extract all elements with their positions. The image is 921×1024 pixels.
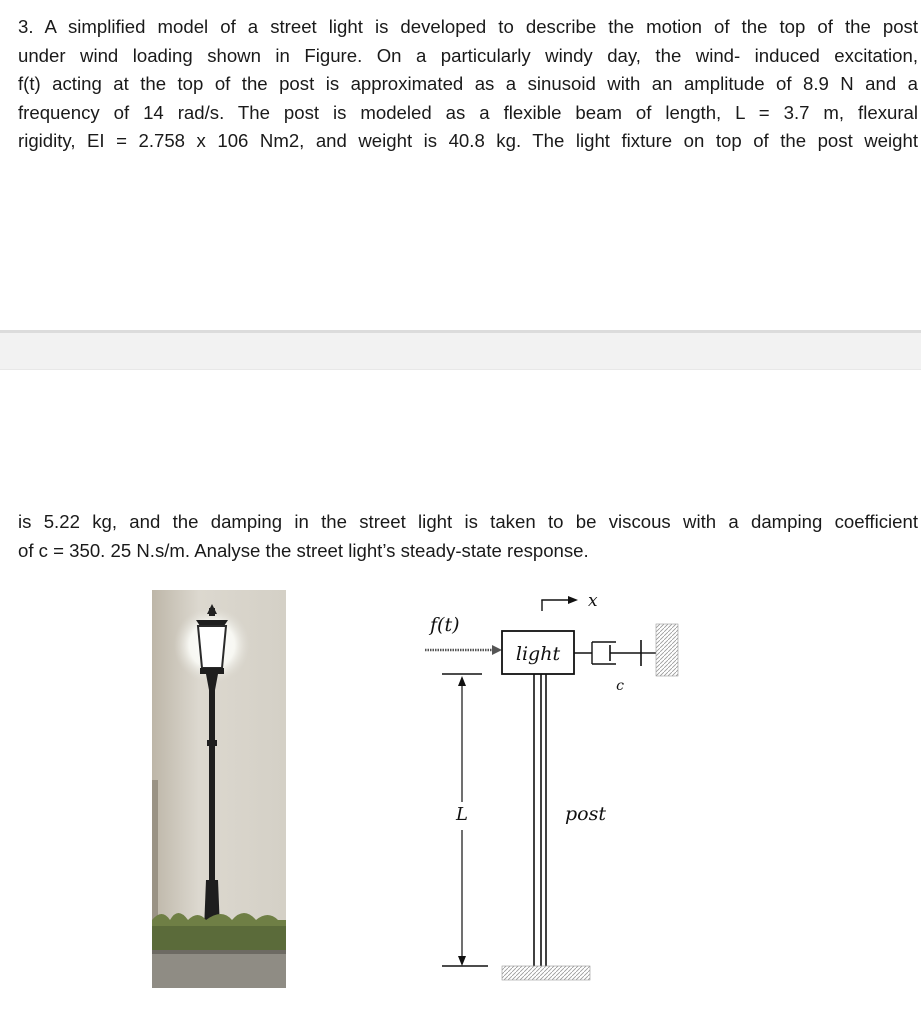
ground-support — [502, 966, 590, 980]
question-part-2 — [18, 508, 918, 565]
question-line: 3. A simplified model of a street light is developed to describe the motion of the top of the post — [18, 16, 918, 37]
post-beam — [534, 674, 546, 966]
question-line: f(t) acting at the top of the post is approximated as a sinusoid with an amplitude of 8.9 N and a — [18, 73, 918, 94]
damper-wall — [656, 624, 678, 676]
damper-label: c — [616, 678, 624, 694]
force-arrow — [425, 645, 502, 655]
question-part-1 — [18, 13, 918, 156]
question-line: rigidity, EI = 2.758 x 106 Nm2, and weight is 40.8 kg. The light fixture on top of the post weight — [18, 130, 918, 151]
displacement-arrow — [541, 596, 578, 611]
displacement-label: x — [588, 591, 598, 611]
damper-symbol — [574, 640, 656, 666]
force-label: f(t) — [430, 614, 460, 636]
length-label: L — [456, 804, 468, 825]
beam-label: post — [565, 803, 606, 825]
question-line: is 5.22 kg, and the damping in the street light is taken to be viscous with a damping coefficient — [18, 511, 918, 532]
beam-model-diagram — [420, 580, 710, 990]
question-line: frequency of 14 rad/s. The post is modeled as a flexible beam of length, L = 3.7 m, flexural — [18, 101, 918, 123]
page-gap-band — [0, 333, 921, 370]
question-line: of c = 350. 25 N.s/m. Analyse the street light’s steady-state response. — [18, 539, 589, 561]
mass-label: light — [515, 643, 561, 665]
street-light-photo — [152, 590, 286, 988]
question-line: under wind loading shown in Figure. On a particularly windy day, the wind- induced excitation, — [18, 44, 918, 66]
